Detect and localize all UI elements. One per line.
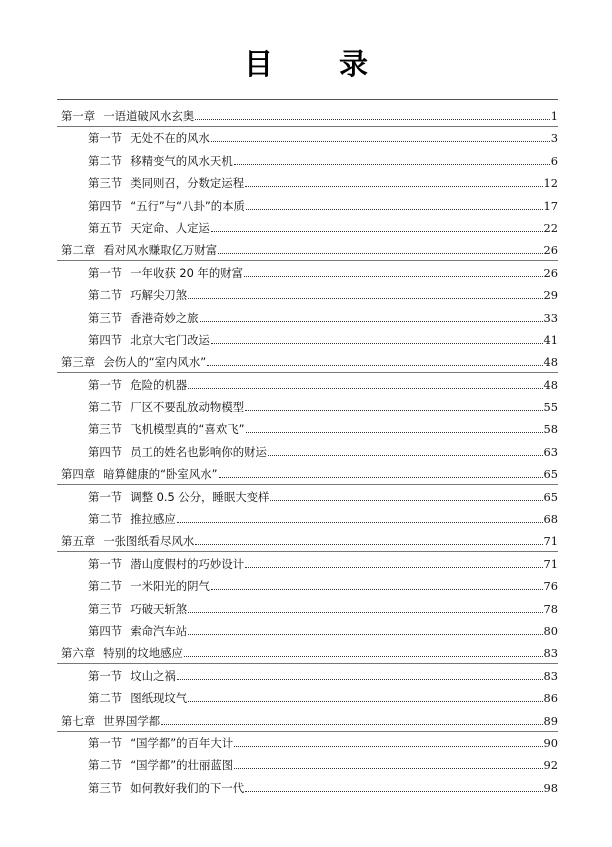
toc-entry-label: [88, 378, 187, 392]
section-number: 第一节: [88, 131, 123, 146]
toc-entry-label: [88, 199, 245, 213]
section-title: 类同则召，分数定运程: [130, 176, 245, 191]
toc-section-entry[interactable]: [57, 772, 558, 794]
toc-chapter-entry[interactable]: [57, 638, 558, 660]
section-number: 第二节: [88, 512, 123, 527]
toc-section-entry[interactable]: [57, 369, 558, 391]
section-number: 第三节: [88, 176, 123, 191]
toc-entry-label: [61, 355, 206, 369]
section-title: 索命汽车站: [130, 623, 188, 638]
toc-section-entry[interactable]: [57, 414, 558, 436]
dot-leader: [219, 476, 543, 478]
dot-leader: [207, 364, 542, 366]
section-title: 坟山之祸: [130, 668, 176, 683]
page-number: 86: [543, 691, 558, 706]
dot-leader: [188, 611, 542, 613]
dot-leader: [211, 588, 543, 590]
page-number: 58: [543, 422, 558, 437]
toc-section-entry[interactable]: [57, 123, 558, 145]
toc-entry-label: [88, 422, 245, 436]
toc-section-entry[interactable]: [57, 257, 558, 279]
toc-section-entry[interactable]: [57, 750, 558, 772]
section-title: 推拉感应: [130, 512, 176, 527]
toc-section-entry[interactable]: [57, 481, 558, 503]
dot-leader: [211, 230, 543, 232]
section-number: 第一节: [88, 668, 123, 683]
toc-entry-label: [61, 714, 160, 728]
page-number: 33: [543, 310, 558, 325]
page-number: 89: [543, 713, 558, 728]
toc-entry-label: [88, 131, 210, 145]
section-title: 无处不在的风水: [130, 131, 210, 146]
dot-leader: [246, 208, 543, 210]
section-number: 第一节: [88, 377, 123, 392]
toc-chapter-entry[interactable]: [57, 526, 558, 548]
toc-entry-label: [88, 221, 210, 235]
dot-leader: [245, 185, 542, 187]
toc-entry-label: [61, 534, 194, 548]
section-number: 第三节: [88, 601, 123, 616]
section-title: 天定命、人定运: [130, 220, 210, 235]
dot-leader: [188, 633, 542, 635]
toc-entry-label: [88, 266, 243, 280]
chapter-number: 第三章: [61, 355, 96, 370]
dot-leader: [234, 767, 542, 769]
page-number: 48: [543, 377, 558, 392]
section-title: 潜山度假村的巧妙设计: [130, 556, 245, 571]
chapter-title: 会伤人的“室内风水”: [103, 355, 207, 370]
dot-leader: [211, 140, 550, 142]
section-number: 第二节: [88, 400, 123, 415]
section-title: “五行”与“八卦”的本质: [130, 198, 245, 213]
page-number: 17: [543, 198, 558, 213]
toc-entry-label: [88, 669, 176, 683]
chapter-number: 第五章: [61, 534, 96, 549]
chapter-title: 世界国学都: [103, 713, 161, 728]
toc-chapter-entry[interactable]: [57, 705, 558, 727]
dot-leader: [188, 700, 542, 702]
toc-entry-label: [88, 311, 199, 325]
chapter-number: 第六章: [61, 646, 96, 661]
section-title: 巧解尖刀煞: [130, 288, 188, 303]
toc-chapter-entry[interactable]: [57, 347, 558, 369]
section-title: 如何教好我们的下一代: [130, 780, 245, 795]
section-number: 第一节: [88, 735, 123, 750]
section-number: 第二节: [88, 288, 123, 303]
page-number: 80: [543, 623, 558, 638]
page-number: 26: [543, 265, 558, 280]
toc-section-entry[interactable]: [57, 593, 558, 615]
page-number: 22: [543, 220, 558, 235]
chapter-title: 看对风水赚取亿万财富: [103, 243, 218, 258]
section-number: 第三节: [88, 310, 123, 325]
page-number: 65: [543, 489, 558, 504]
section-title: 员工的姓名也影响你的财运: [130, 444, 267, 459]
section-title: 北京大宅门改运: [130, 332, 210, 347]
section-number: 第二节: [88, 579, 123, 594]
toc-section-entry[interactable]: [57, 168, 558, 190]
dot-leader: [245, 790, 542, 792]
section-title: 香港奇妙之旅: [130, 310, 199, 325]
chapter-title: 暗算健康的“卧室风水”: [103, 467, 218, 482]
table-of-contents: [57, 104, 558, 795]
toc-section-entry[interactable]: [57, 145, 558, 167]
dot-leader: [188, 297, 542, 299]
page-number: 65: [543, 467, 558, 482]
page-number: 29: [543, 288, 558, 303]
toc-section-entry[interactable]: [57, 728, 558, 750]
toc-entry-label: [88, 400, 244, 414]
section-title: 一年收获 20 年的财富: [130, 265, 244, 280]
toc-entry-label: [88, 154, 233, 168]
section-title: 厂区不要乱放动物模型: [130, 400, 245, 415]
dot-leader: [244, 275, 542, 277]
section-title: “国学都”的壮丽蓝图: [130, 758, 234, 773]
section-number: 第三节: [88, 422, 123, 437]
chapter-title: 特别的坟地感应: [103, 646, 183, 661]
toc-entry-label: [88, 490, 269, 504]
section-title: 图纸现坟气: [130, 691, 188, 706]
dot-leader: [200, 320, 543, 322]
page-number: 12: [543, 176, 558, 191]
toc-section-entry[interactable]: [57, 571, 558, 593]
toc-entry-label: [61, 243, 217, 257]
toc-entry-label: [88, 758, 233, 772]
page-number: 83: [543, 646, 558, 661]
toc-section-entry[interactable]: [57, 302, 558, 324]
section-number: 第五节: [88, 220, 123, 235]
toc-chapter-entry[interactable]: [57, 104, 558, 123]
section-title: 危险的机器: [130, 377, 188, 392]
toc-section-entry[interactable]: [57, 325, 558, 347]
page-number: 1: [550, 109, 558, 123]
toc-section-entry[interactable]: [57, 436, 558, 458]
page-number: 76: [543, 579, 558, 594]
section-number: 第四节: [88, 198, 123, 213]
page-number: 98: [543, 780, 558, 795]
toc-entry-label: [61, 646, 183, 660]
dot-leader: [234, 163, 550, 165]
page-number: 68: [543, 512, 558, 527]
section-number: 第三节: [88, 780, 123, 795]
section-title: 移精变气的风水天机: [130, 153, 233, 168]
section-number: 第一节: [88, 556, 123, 571]
toc-entry-label: [88, 288, 187, 302]
dot-leader: [161, 723, 542, 725]
toc-section-entry[interactable]: [57, 392, 558, 414]
toc-chapter-entry[interactable]: [57, 459, 558, 481]
toc-section-entry[interactable]: [57, 660, 558, 682]
toc-section-entry[interactable]: [57, 548, 558, 570]
toc-section-entry[interactable]: [57, 280, 558, 302]
page-number: 71: [543, 556, 558, 571]
dot-leader: [234, 745, 542, 747]
page-number: 6: [550, 153, 558, 168]
page-number: 78: [543, 601, 558, 616]
toc-entry-label: [88, 624, 187, 638]
page-number: 26: [543, 243, 558, 258]
page-number: 48: [543, 355, 558, 370]
section-title: 调整 0.5 公分，睡眠大变样: [130, 489, 270, 504]
toc-section-entry[interactable]: [57, 616, 558, 638]
chapter-number: 第七章: [61, 713, 96, 728]
title-divider: [57, 99, 558, 100]
section-number: 第四节: [88, 444, 123, 459]
chapter-number: 第一章: [61, 109, 96, 123]
toc-section-entry[interactable]: [57, 504, 558, 526]
toc-entry-label: [61, 109, 194, 123]
section-number: 第二节: [88, 758, 123, 773]
page-number: 92: [543, 758, 558, 773]
page-number: 83: [543, 668, 558, 683]
dot-leader: [245, 409, 542, 411]
page-number: 55: [543, 400, 558, 415]
chapter-number: 第四章: [61, 467, 96, 482]
section-number: 第二节: [88, 691, 123, 706]
page-number: 3: [550, 131, 558, 146]
dot-leader: [188, 387, 542, 389]
toc-entry-label: [88, 691, 187, 705]
toc-entry-label: [88, 445, 267, 459]
section-title: 一米阳光的阴气: [130, 579, 210, 594]
toc-entry-label: [88, 579, 210, 593]
toc-section-entry[interactable]: [57, 683, 558, 705]
dot-leader: [270, 499, 542, 501]
dot-leader: [245, 566, 542, 568]
section-title: 飞机模型真的“喜欢飞”: [130, 422, 245, 437]
dot-leader: [177, 521, 543, 523]
chapter-title: 一张图纸看尽风水: [103, 534, 195, 549]
toc-entry-label: [88, 557, 244, 571]
toc-entry-label: [88, 602, 187, 616]
page-number: 90: [543, 735, 558, 750]
page-number: 41: [543, 332, 558, 347]
section-number: 第一节: [88, 265, 123, 280]
toc-entry-label: [88, 781, 244, 795]
toc-section-entry[interactable]: [57, 213, 558, 235]
toc-entry-label: [88, 512, 176, 526]
section-title: 巧破天斩煞: [130, 601, 188, 616]
toc-chapter-entry[interactable]: [57, 235, 558, 257]
section-number: 第一节: [88, 489, 123, 504]
toc-entry-label: [61, 467, 218, 481]
section-number: 第四节: [88, 623, 123, 638]
section-number: 第四节: [88, 332, 123, 347]
dot-leader: [268, 454, 543, 456]
toc-entry-label: [88, 736, 233, 750]
page-title: 目 录: [243, 47, 397, 81]
toc-entry-label: [88, 176, 244, 190]
chapter-title: 一语道破风水玄奥: [103, 109, 195, 123]
section-title: “国学都”的百年大计: [130, 735, 234, 750]
chapter-number: 第二章: [61, 243, 96, 258]
dot-leader: [184, 655, 543, 657]
dot-leader: [246, 431, 543, 433]
dot-leader: [195, 118, 549, 120]
toc-section-entry[interactable]: [57, 190, 558, 212]
toc-entry-label: [88, 333, 210, 347]
section-number: 第二节: [88, 153, 123, 168]
page-number: 71: [543, 534, 558, 549]
dot-leader: [195, 543, 542, 545]
dot-leader: [177, 678, 543, 680]
dot-leader: [211, 342, 543, 344]
page-number: 63: [543, 444, 558, 459]
dot-leader: [218, 252, 542, 254]
